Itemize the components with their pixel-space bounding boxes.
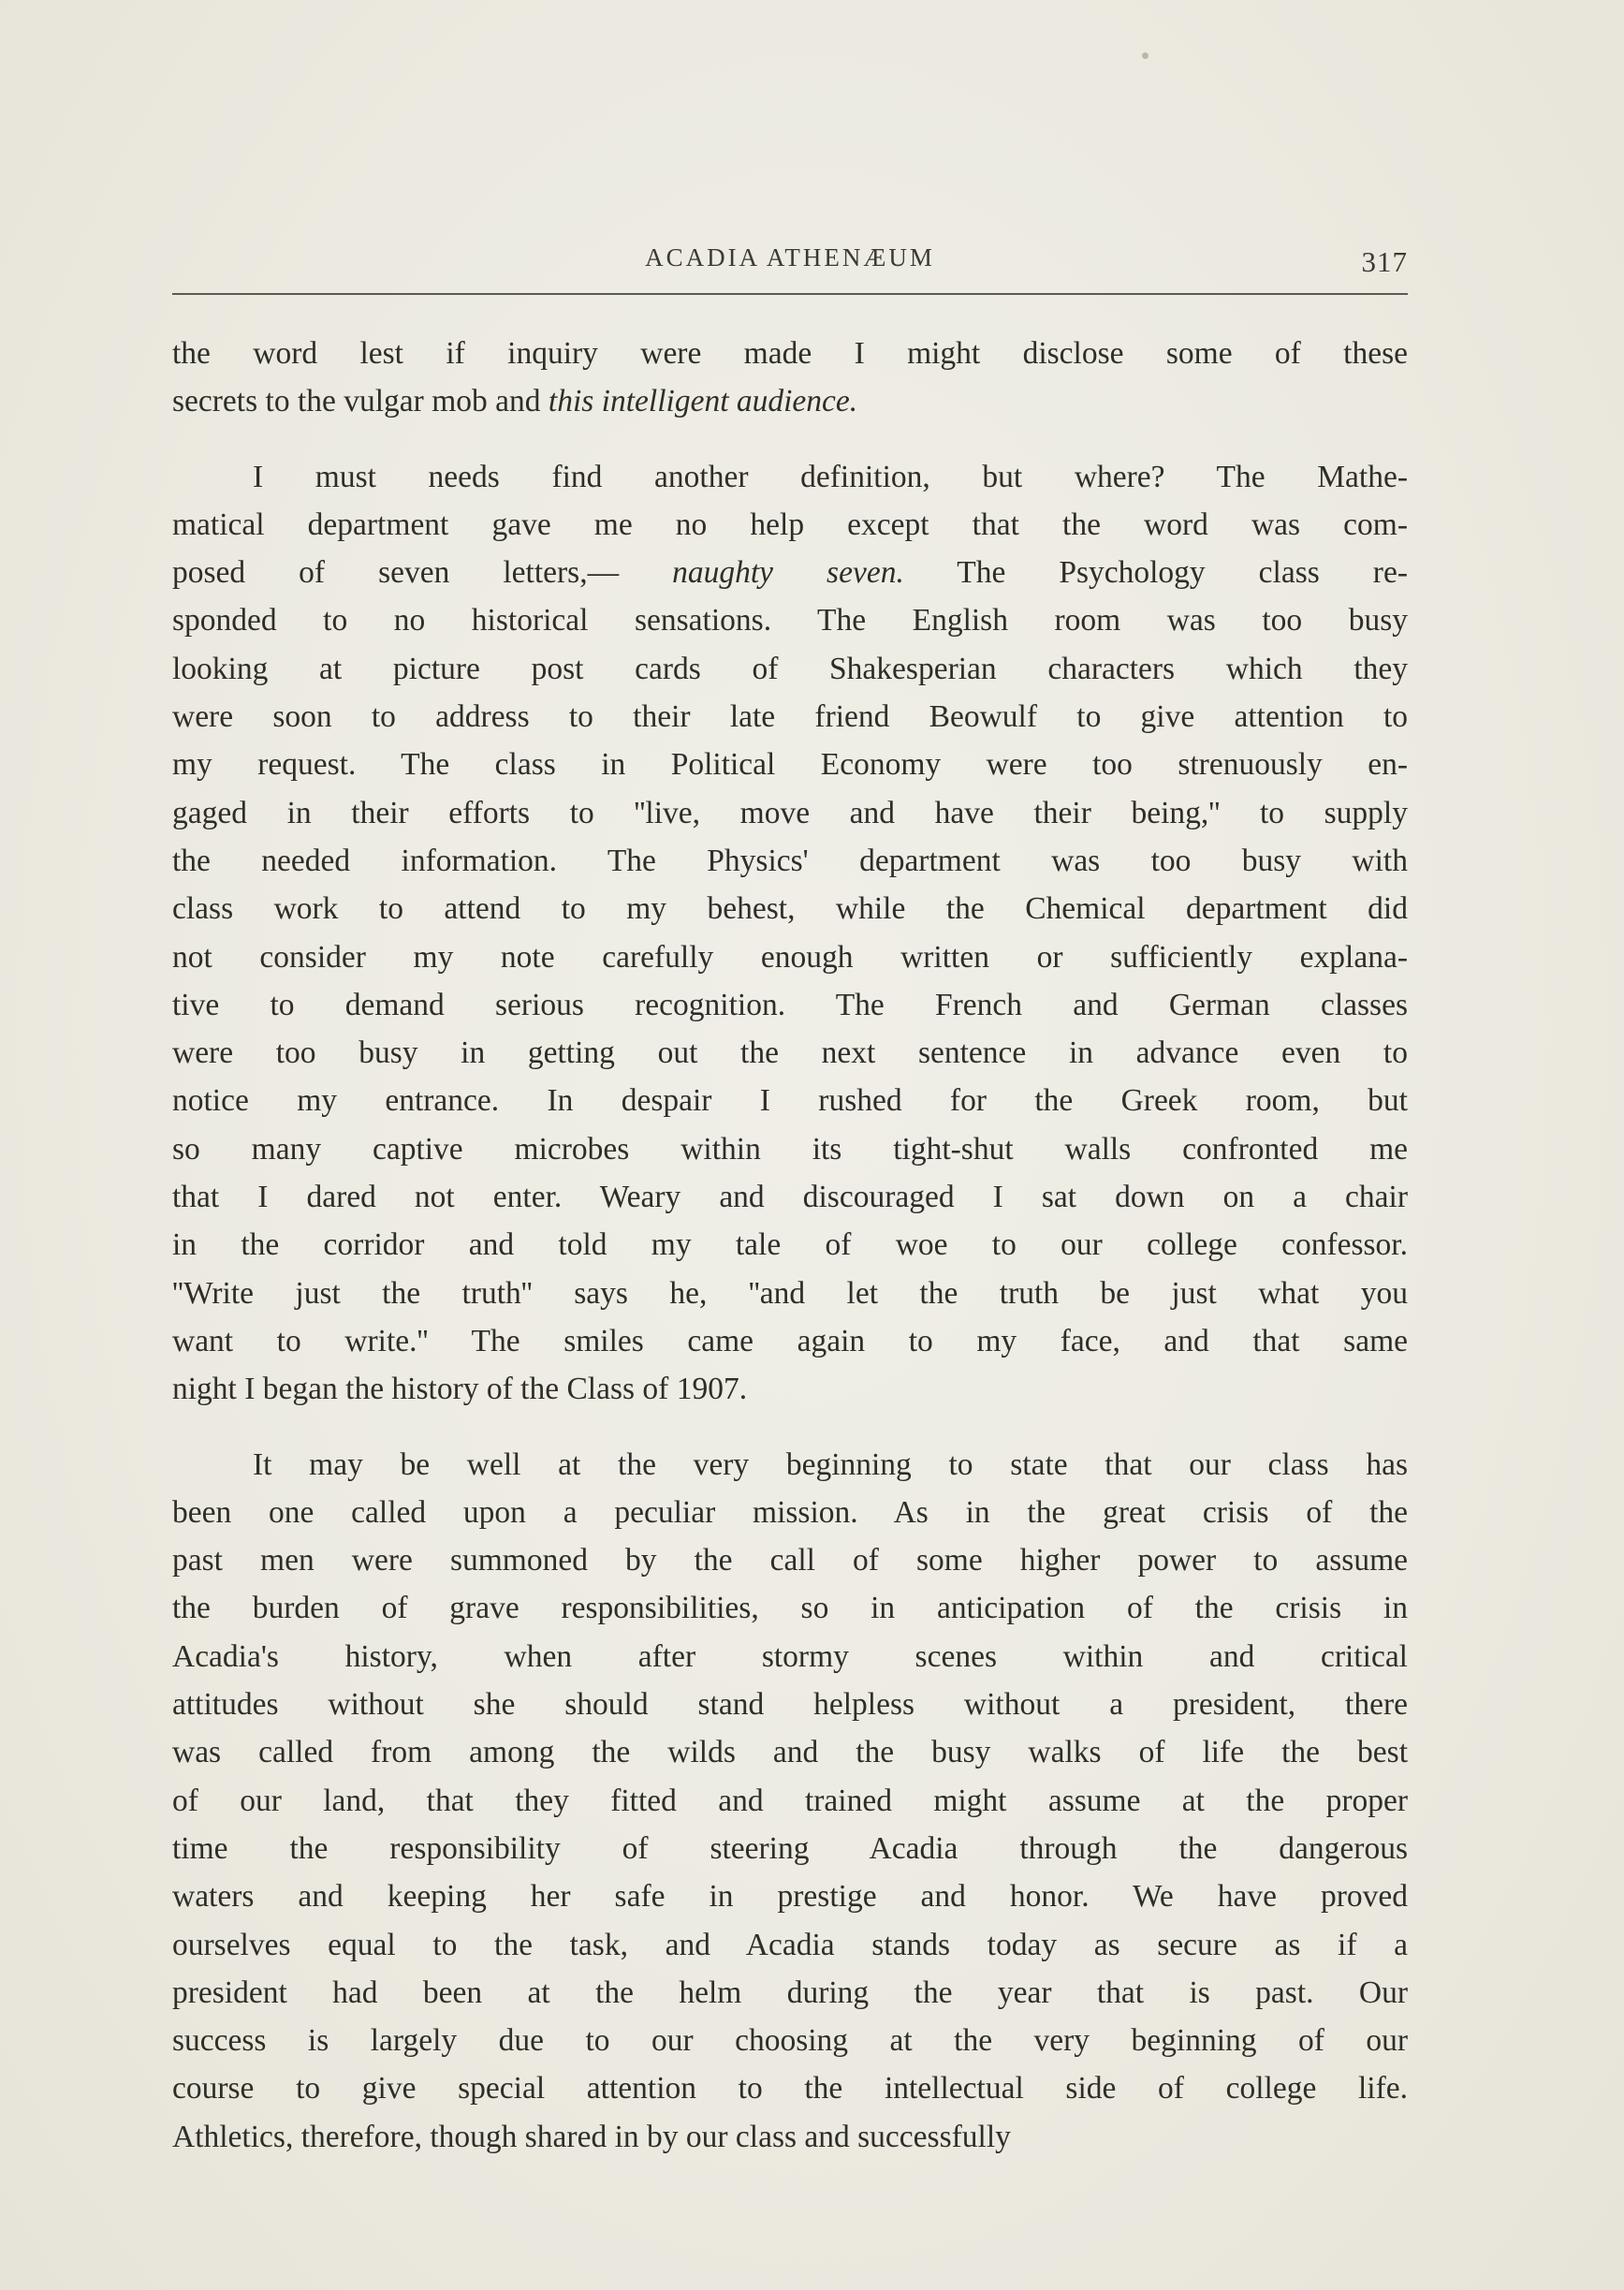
text-line: waters and keeping her safe in prestige and honor. We have proved (172, 1879, 1408, 1915)
text-line: in the corridor and told my tale of woe to our college confessor. (172, 1227, 1408, 1263)
italic-phrase: this intelligent audience. (548, 384, 858, 419)
page-number: 317 (1361, 245, 1408, 278)
text-line: looking at picture post cards of Shakesperian characters which they (172, 651, 1408, 686)
paragraph-gap (172, 1414, 1408, 1441)
text-line: were too busy in getting out the next sentence in advance even to (172, 1035, 1408, 1071)
text-line: ourselves equal to the task, and Acadia stands today as secure as if a (172, 1927, 1408, 1962)
text-line: want to write.'' The smiles came again to my face, and that same (172, 1323, 1408, 1358)
paragraph-gap (172, 426, 1408, 453)
text-line: that I dared not enter. Weary and discouraged I sat down on a chair (172, 1180, 1408, 1215)
text-line: course to give special attention to the intellectual side of college life. (172, 2071, 1408, 2107)
header-rule (172, 293, 1408, 295)
text-line: class work to attend to my behest, while the Chemical department did (172, 891, 1408, 927)
text-line: were soon to address to their late friend Beowulf to give attention to (172, 699, 1408, 735)
line-text: posed of seven letters,— (172, 555, 673, 591)
paragraph (172, 1441, 1408, 2161)
text-line: so many captive microbes within its tight-shut walls confronted me (172, 1131, 1408, 1167)
text-line: president had been at the helm during the year that is past. Our (172, 1974, 1408, 2010)
text-line: Athletics, therefore, though shared in by our class and successfully (172, 2119, 1011, 2154)
text-line: notice my entrance. In despair I rushed for the Greek room, but (172, 1083, 1408, 1119)
text-line: time the responsibility of steering Acadia through the dangerous (172, 1830, 1408, 1866)
text-line: night I began the history of the Class of 1907. (172, 1372, 748, 1407)
line-text: secrets to the vulgar mob and (172, 384, 549, 419)
text-line: ''Write just the truth'' says he, ''and let the truth be just what you (172, 1275, 1408, 1311)
line-text: The Psychology class re- (903, 555, 1408, 591)
paragraph (172, 330, 1408, 426)
running-head: ACADIA ATHENÆUM (645, 243, 935, 272)
paragraph (172, 453, 1408, 1414)
text-line: was called from among the wilds and the busy walks of life the best (172, 1735, 1408, 1770)
text-line: It may be well at the very beginning to state that our class has (253, 1446, 1408, 1482)
text-line: past men were summoned by the call of some higher power to assume (172, 1543, 1408, 1578)
text-line: the word lest if inquiry were made I might disclose some of these (172, 336, 1408, 371)
text-line: tive to demand serious recognition. The French and German classes (172, 987, 1408, 1022)
text-line: the burden of grave responsibilities, so in anticipation of the crisis in (172, 1591, 1408, 1626)
text-line: the needed information. The Physics' department was too busy with (172, 843, 1408, 878)
text-line: matical department gave me no help except that the word was com- (172, 506, 1408, 542)
text-line: sponded to no historical sensations. The English room was too busy (172, 603, 1408, 639)
text-line: been one called upon a peculiar mission. As in the great crisis of the (172, 1494, 1408, 1530)
italic-phrase: naughty seven. (672, 555, 904, 591)
text-line: Acadia's history, when after stormy scenes within and critical (172, 1638, 1408, 1674)
page-header (172, 243, 1408, 285)
text-line (172, 549, 1408, 596)
text-line: gaged in their efforts to ''live, move and have their being,'' to supply (172, 795, 1408, 830)
text-line: attitudes without she should stand helpless without a president, there (172, 1687, 1408, 1723)
text-line: of our land, that they fitted and trained might assume at the proper (172, 1783, 1408, 1818)
text-line (172, 377, 1408, 425)
body-text (172, 330, 1408, 2161)
paper-speck (1142, 52, 1149, 59)
text-line: not consider my note carefully enough written or sufficiently explana- (172, 939, 1408, 975)
text-line: success is largely due to our choosing at the very beginning of our (172, 2023, 1408, 2059)
text-line: my request. The class in Political Economy were too strenuously en- (172, 747, 1408, 783)
text-line: I must needs find another definition, but where? The Mathe- (253, 459, 1408, 494)
